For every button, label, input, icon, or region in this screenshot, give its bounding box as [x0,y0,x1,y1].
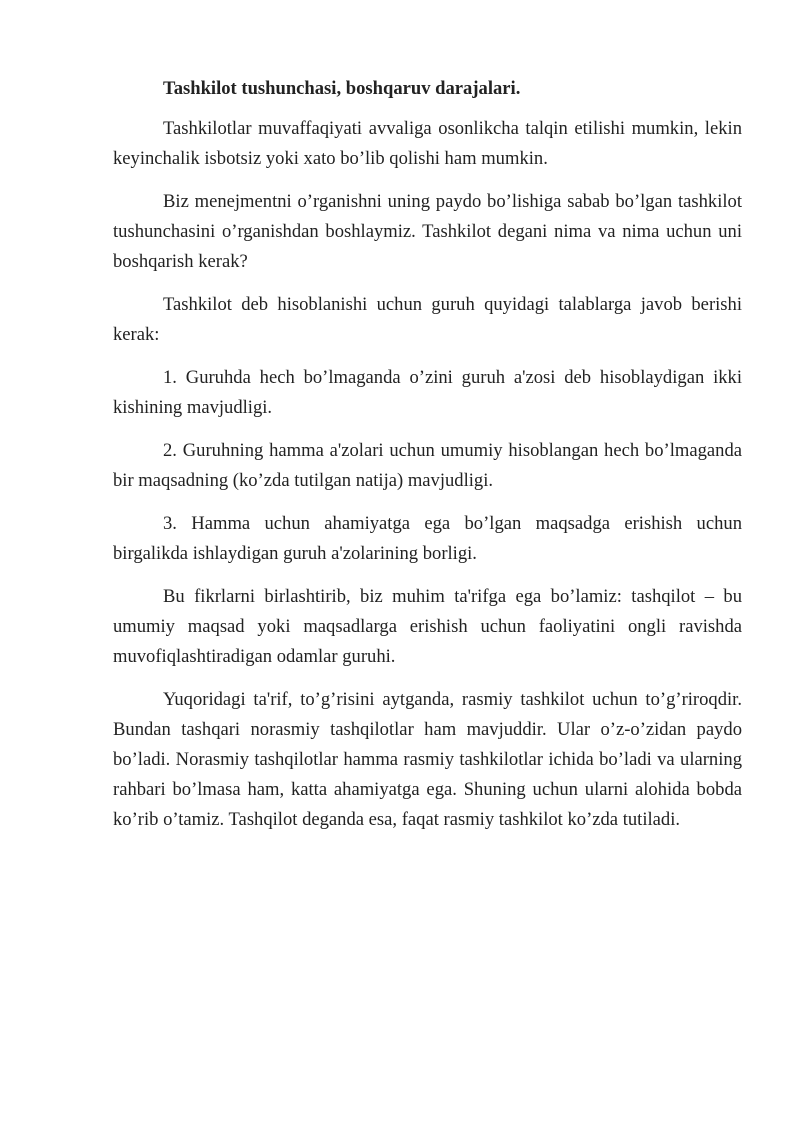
paragraph-intro: Tashkilotlar muvaffaqiyati avvaliga osonlikcha talqin etilishi mumkin, lekin keyinchalik isbotsiz yoki xato bo’lib qolishi ham mumkin. [113,118,742,169]
document-title: Tashkilot tushunchasi, boshqaruv darajalari. [163,78,521,99]
document-body [113,74,742,848]
paragraph-management: Biz menejmentni o’rganishni uning paydo bo’lishiga sabab bo’lgan tashkilot tushunchasini o’rganishdan boshlaymiz. Tashkilot degani nima va nima uchun uni boshqarish kerak? [113,191,742,272]
paragraph-requirement-2: 2. Guruhning hamma a'zolari uchun umumiy hisoblangan hech bo’lmaganda bir maqsadning (ko’zda tutilgan natija) mavjudligi. [113,440,742,491]
paragraph-requirement-1: 1. Guruhda hech bo’lmaganda o’zini guruh a'zosi deb hisoblaydigan ikki kishining mavjudligi. [113,367,742,418]
paragraph-definition: Bu fikrlarni birlashtirib, biz muhim ta'rifga ega bo’lamiz: tashqilot – bu umumiy maqsad yoki maqsadlarga erishish uchun faoliyatini ongli ravishda muvofiqlashtiradigan odamlar guruhi. [113,586,742,667]
paragraph-requirement-3: 3. Hamma uchun ahamiyatga ega bo’lgan maqsadga erishish uchun birgalikda ishlaydigan guruh a'zolarining borligi. [113,513,742,564]
paragraph-formal-informal: Yuqoridagi ta'rif, to’g’risini aytganda, rasmiy tashkilot uchun to’g’riroqdir. Bundan tashqari norasmiy tashqilotlar ham mavjuddir. Ular o’z-o’zidan paydo bo’ladi. Norasmiy tashqilotlar hamma rasmiy tashkilotlar ichida bo’ladi va ularning rahbari bo’lmasa ham, katta ahamiyatga ega. Shuning uchun ularni alohida bobda ko’rib o’tamiz. Tashqilot deganda esa, faqat rasmiy tashkilot ko’zda tutiladi. [113,689,742,830]
paragraph-requirements: Tashkilot deb hisoblanishi uchun guruh quyidagi talablarga javob berishi kerak: [113,294,742,345]
